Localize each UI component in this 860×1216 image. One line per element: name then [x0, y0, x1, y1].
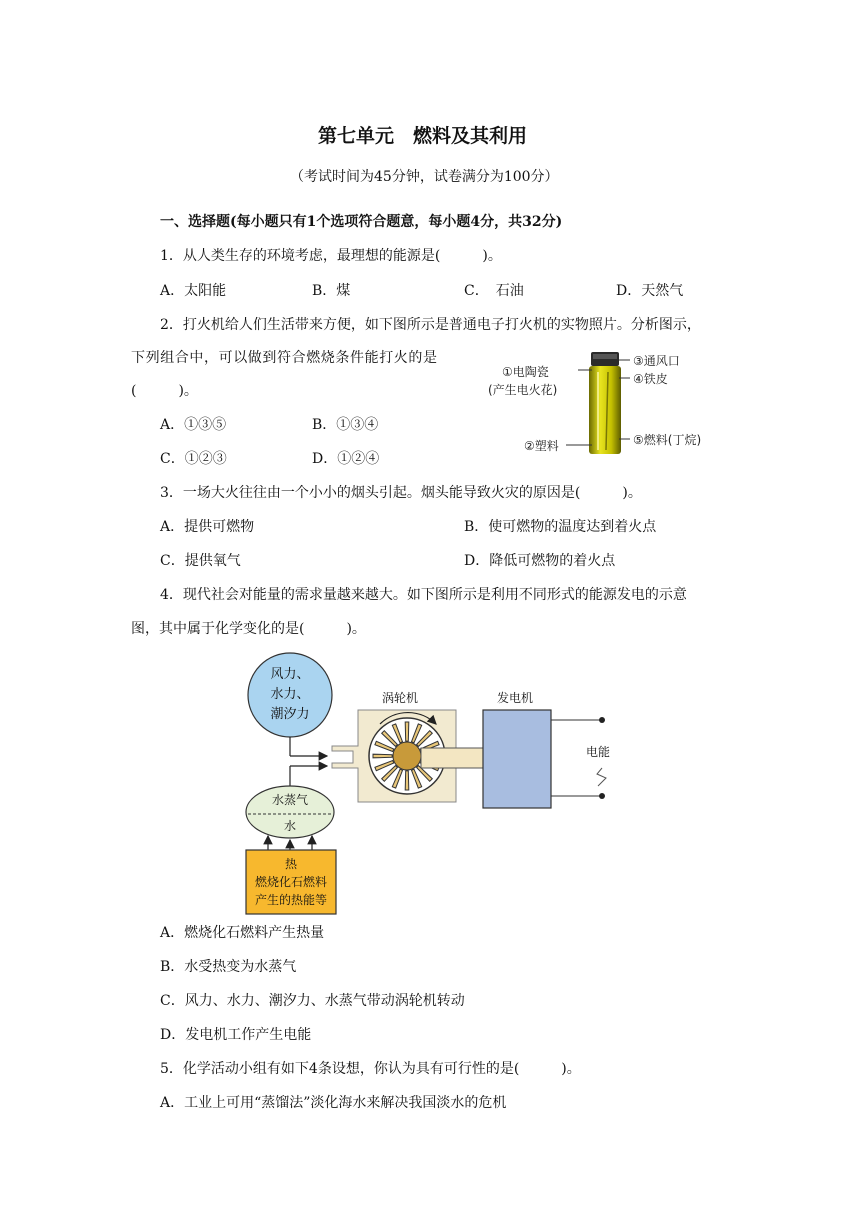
q2-option-a: A．①③⑤: [160, 417, 227, 433]
q1-option-c: C． 石油: [464, 283, 524, 299]
q3-option-b: B．使可燃物的温度达到着火点: [464, 519, 657, 535]
q2-stem-line3: ( )。: [131, 383, 198, 399]
q2-stem-line1: 2．打火机给人们生活带来方便，如下图所示是普通电子打火机的实物照片。分析图示，: [160, 317, 701, 333]
lighter-figure: [480, 346, 730, 458]
turbine-blade: [405, 771, 409, 790]
label-iron: ④铁皮: [633, 372, 668, 386]
turbine-hub: [393, 742, 421, 770]
vent: [593, 354, 617, 359]
q4-stem-line1: 4．现代社会对能量的需求量越来越大。如下图所示是利用不同形式的能源发电的示意: [160, 587, 687, 603]
q5-option-a: A．工业上可用“蒸馏法”淡化海水来解决我国淡水的危机: [160, 1095, 507, 1111]
spark-zigzag: [597, 768, 606, 786]
heat-label-2: 燃烧化石燃料: [254, 875, 328, 889]
label-vent: ③通风口: [633, 354, 680, 368]
generator-box: [483, 710, 551, 808]
q2-stem-line2: 下列组合中，可以做到符合燃烧条件能打火的是: [131, 350, 438, 366]
q1-option-b: B．煤: [312, 283, 351, 299]
q5-stem: 5．化学活动小组有如下4条设想，你认为具有可行性的是( )。: [160, 1061, 581, 1077]
q1-option-a: A．太阳能: [160, 283, 227, 299]
q1-option-d: D．天然气: [616, 283, 684, 299]
q4-option-b: B．水受热变为水蒸气: [160, 959, 297, 975]
exam-info: （考试时间为45分钟，试卷满分为100分）: [290, 169, 559, 185]
lighter-body: [589, 366, 621, 454]
label-plastic: ②塑料: [524, 439, 559, 453]
q4-stem-line2: 图，其中属于化学变化的是( )。: [131, 621, 366, 637]
circle-label-1: 风力、: [270, 667, 310, 682]
q3-stem: 3．一场大火往往由一个小小的烟头引起。烟头能导致火灾的原因是( )。: [160, 485, 642, 501]
label-fuel: ⑤燃料(丁烷): [633, 433, 702, 447]
page-title: 第七单元 燃料及其利用: [318, 125, 528, 147]
q4-option-a: A．燃烧化石燃料产生热量: [160, 925, 325, 941]
steam-label: 水蒸气: [271, 793, 309, 807]
power-diagram: [240, 650, 620, 918]
turbine-label: 涡轮机: [381, 691, 419, 705]
q4-option-d: D．发电机工作产生电能: [160, 1027, 312, 1043]
circle-label-2: 水力、: [270, 687, 310, 702]
power-label: 电能: [585, 745, 611, 759]
q3-option-c: C．提供氧气: [160, 553, 241, 569]
turbine-blade: [373, 754, 392, 758]
turbine-blade: [405, 722, 409, 741]
label-ceramic: ①电陶瓷: [502, 365, 549, 379]
q3-option-d: D．降低可燃物的着火点: [464, 553, 616, 569]
circle-label-3: 潮汐力: [270, 707, 310, 722]
q3-option-a: A．提供可燃物: [160, 519, 255, 535]
q2-option-b: B．①③④: [312, 417, 379, 433]
heat-label-3: 产生的热能等: [254, 893, 328, 907]
q4-option-c: C．风力、水力、潮汐力、水蒸气带动涡轮机转动: [160, 993, 465, 1009]
generator-label: 发电机: [496, 691, 534, 705]
section-heading: 一、选择题(每小题只有1个选项符合题意，每小题4分，共32分): [160, 214, 563, 230]
q1-stem: 1．从人类生存的环境考虑，最理想的能源是( )。: [160, 248, 502, 264]
heat-label-1: 热: [284, 857, 298, 871]
label-spark: (产生电火花): [488, 383, 558, 397]
q2-option-c: C．①②③: [160, 451, 227, 467]
water-label: 水: [283, 819, 297, 833]
q2-option-d: D．①②④: [312, 451, 380, 467]
